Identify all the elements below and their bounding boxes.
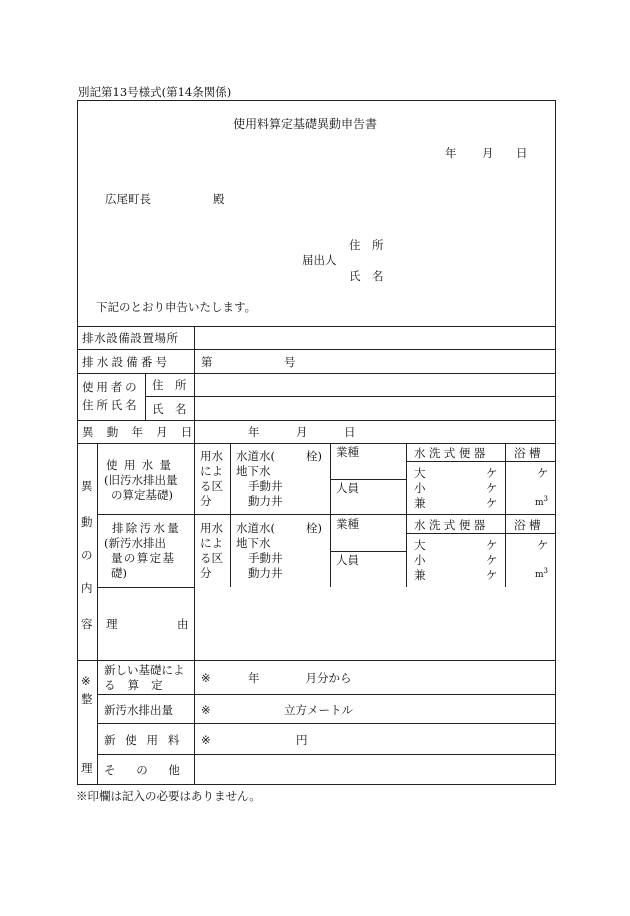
reason-label-char1: 理 <box>106 617 118 631</box>
water-type-line2: によ <box>200 464 223 478</box>
equip-no-prefix: 第 <box>201 355 213 369</box>
bath-count-unit: ケ <box>537 466 549 480</box>
source-ground: 地下水 <box>236 464 271 478</box>
equip-no-label: 排水設備番号 <box>82 355 171 369</box>
new-basis-value: 年 月分から <box>248 671 352 685</box>
user-label-line2: 住所氏名 <box>82 398 140 412</box>
toilet-small: 小 <box>414 481 426 495</box>
water-usage-sub1: (旧汚水排出量 <box>104 473 178 487</box>
discharge-toilet-dual-unit: ケ <box>486 568 498 582</box>
office-label-char1: 整 <box>81 692 93 706</box>
discharge-bath-label: 浴槽 <box>514 518 544 532</box>
date-month-label: 月 <box>482 146 494 160</box>
new-discharge-value: 立方メートル <box>284 703 353 717</box>
water-type-line1: 用水 <box>200 449 223 463</box>
user-address-label: 住 所 <box>152 378 187 392</box>
water-usage-title: 使用水量 <box>106 458 178 472</box>
discharge-toilet-dual: 兼 <box>414 568 426 582</box>
change-label-char4: 内 <box>81 581 93 595</box>
toilet-dual: 兼 <box>414 496 426 510</box>
change-label-char5: 容 <box>81 617 93 631</box>
new-fee-star: ※ <box>201 733 211 747</box>
discharge-bath-count-unit: ケ <box>537 538 549 552</box>
discharge-toilet-small: 小 <box>414 553 426 567</box>
user-name-label: 氏 名 <box>152 402 187 416</box>
new-basis-line2: る算定 <box>104 678 175 692</box>
new-basis-line1: 新しい基礎によ <box>104 663 185 677</box>
office-label-char2: 理 <box>81 761 93 775</box>
persons-label: 人員 <box>336 481 359 495</box>
water-type-line4: 分 <box>200 494 212 508</box>
change-label-char3: の <box>81 548 93 562</box>
discharge-sub2: 量の算定基 <box>111 551 176 565</box>
location-label: 排水設備設置場所 <box>82 331 179 345</box>
change-date-label: 異動年月日 <box>82 425 206 439</box>
new-discharge-label: 新汚水排出量 <box>104 703 173 717</box>
form-number: 別記第13号様式(第14条関係) <box>78 85 232 99</box>
discharge-source-power-well: 動力井 <box>248 566 283 580</box>
source-tap-end: 栓) <box>306 449 322 463</box>
discharge-source-tap-end: 栓) <box>306 521 322 535</box>
change-label-char1: 異 <box>81 479 93 493</box>
discharge-persons-label: 人員 <box>336 553 359 567</box>
applicant-address-label: 住 所 <box>349 238 384 252</box>
discharge-source-hand-well: 手動井 <box>248 551 283 565</box>
toilet-small-unit: ケ <box>486 481 498 495</box>
footer-note: ※印欄は記入の必要はありません。 <box>76 789 261 803</box>
discharge-type-line4: 分 <box>200 566 212 580</box>
new-discharge-star: ※ <box>201 703 211 717</box>
source-tap: 水道水( <box>236 449 275 463</box>
reason-label-char2: 由 <box>177 617 189 631</box>
discharge-toilet-small-unit: ケ <box>486 553 498 567</box>
discharge-type-line3: る区 <box>200 551 223 565</box>
office-mark: ※ <box>81 674 91 688</box>
honorific: 殿 <box>213 192 225 206</box>
date-day-label: 日 <box>516 146 528 160</box>
change-label-char2: 動 <box>81 515 93 529</box>
water-type-line3: る区 <box>200 479 223 493</box>
bath-volume-unit: $m^3$ <box>535 495 549 508</box>
date-year-label: 年 <box>445 146 457 160</box>
equip-no-suffix: 号 <box>284 355 296 369</box>
discharge-bath-volume-unit: $m^3$ <box>535 567 549 580</box>
discharge-type-line2: によ <box>200 536 223 550</box>
toilet-label: 水洗式便器 <box>414 446 489 460</box>
discharge-sub1: (新汚水排出 <box>104 536 166 550</box>
discharge-type-line1: 用水 <box>200 521 223 535</box>
change-day-label: 日 <box>344 425 356 439</box>
discharge-source-tap: 水道水( <box>236 521 275 535</box>
user-label-line1: 使用者の <box>82 380 140 394</box>
toilet-large-unit: ケ <box>486 466 498 480</box>
addressee: 広尾町長 <box>105 192 151 206</box>
bath-label: 浴槽 <box>514 446 544 460</box>
form-title: 使用料算定基礎異動申告書 <box>233 117 378 131</box>
discharge-industry-label: 業種 <box>336 517 359 531</box>
discharge-sub3: 礎) <box>111 566 127 580</box>
source-power-well: 動力井 <box>248 494 283 508</box>
discharge-source-ground: 地下水 <box>236 536 271 550</box>
intro-text: 下記のとおり申告いたします。 <box>96 300 257 314</box>
change-year-label: 年 <box>248 425 260 439</box>
discharge-toilet-large: 大 <box>414 538 426 552</box>
toilet-dual-unit: ケ <box>486 496 498 510</box>
new-basis-star: ※ <box>201 671 211 685</box>
source-hand-well: 手動井 <box>248 479 283 493</box>
toilet-large: 大 <box>414 466 426 480</box>
other-label: その他 <box>104 763 201 777</box>
new-fee-value: 円 <box>296 733 308 747</box>
discharge-title: 排除汚水量 <box>112 521 181 535</box>
new-fee-label: 新使用料 <box>104 733 190 747</box>
discharge-toilet-large-unit: ケ <box>486 538 498 552</box>
change-month-label: 月 <box>296 425 308 439</box>
water-usage-sub2: の算定基礎) <box>111 488 173 502</box>
applicant-name-label: 氏 名 <box>349 269 384 283</box>
applicant-label: 届出人 <box>302 253 337 267</box>
industry-label: 業種 <box>336 445 359 459</box>
discharge-toilet-label: 水洗式便器 <box>414 518 489 532</box>
